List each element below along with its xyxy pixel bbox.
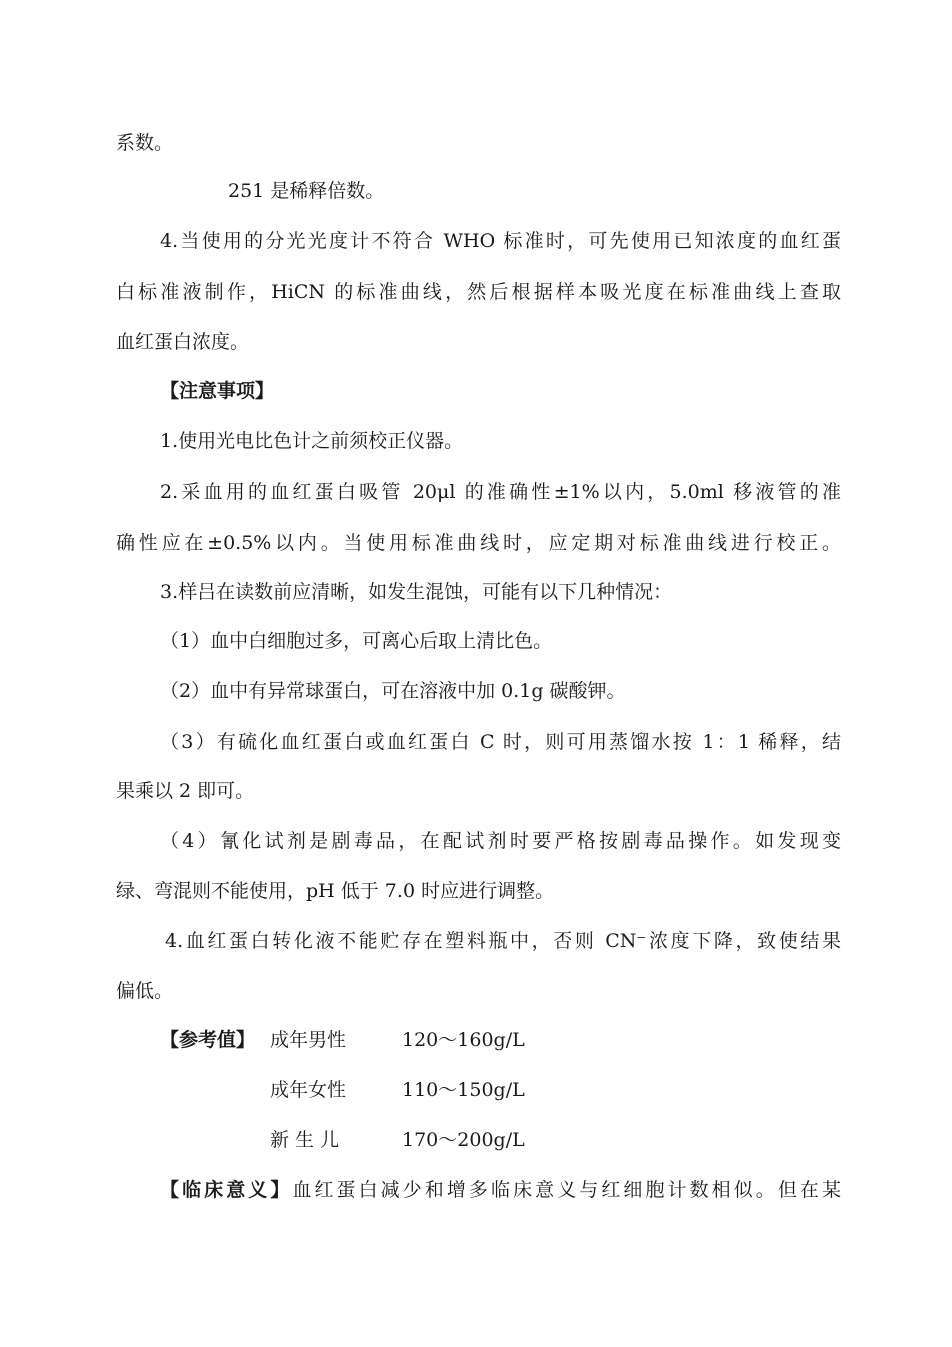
text-line: 系数。 xyxy=(116,132,174,154)
reference-value: 120～160g/L xyxy=(402,1029,525,1051)
text-line: 4.当使用的分光光度计不符合 WHO 标准时，可先使用已知浓度的血红蛋 xyxy=(160,230,841,252)
section-heading: 【注意事项】 xyxy=(160,380,275,402)
text-line: （3）有硫化血红蛋白或血红蛋白 C 时，则可用蒸馏水按 1：1 稀释，结 xyxy=(160,731,841,753)
text-line: 偏低。 xyxy=(116,980,174,1002)
text-line: 白标准液制作，HiCN 的标准曲线，然后根据样本吸光度在标准曲线上查取 xyxy=(116,281,841,303)
reference-group: 成年男性 xyxy=(270,1029,347,1051)
reference-label: 【参考值】 xyxy=(160,1029,256,1051)
reference-group: 成年女性 xyxy=(270,1079,347,1101)
text-line: 3.样吕在读数前应清晰，如发生混蚀，可能有以下几种情况： xyxy=(160,581,673,603)
text-line: 血红蛋白浓度。 xyxy=(116,331,250,353)
text-line: （1）血中白细胞过多，可离心后取上清比色。 xyxy=(160,630,553,652)
text-line: （2）血中有异常球蛋白，可在溶液中加 0.1g 碳酸钾。 xyxy=(160,680,626,702)
text-line: 2.采血用的血红蛋白吸管 20μl 的准确性±1%以内，5.0ml 移液管的准 xyxy=(160,481,841,503)
text-line: 251 是稀释倍数。 xyxy=(228,180,385,202)
text-line: 1.使用光电比色计之前须校正仪器。 xyxy=(160,430,464,452)
clinical-label: 【临床意义】 xyxy=(160,1179,293,1201)
text-line: （4）氰化试剂是剧毒品，在配试剂时要严格按剧毒品操作。如发现变 xyxy=(160,830,841,852)
text-line: 4.血红蛋白转化液不能贮存在塑料瓶中，否则 CN⁻浓度下降，致使结果 xyxy=(165,930,841,952)
reference-value: 110～150g/L xyxy=(402,1079,525,1101)
reference-value: 170～200g/L xyxy=(402,1129,525,1151)
clinical-significance xyxy=(160,1177,841,1203)
clinical-text: 血红蛋白减少和增多临床意义与红细胞计数相似。但在某 xyxy=(292,1179,841,1201)
reference-group: 新 生 儿 xyxy=(270,1129,340,1151)
text-line: 果乘以 2 即可。 xyxy=(116,780,255,802)
text-line: 确性应在±0.5%以内。当使用标准曲线时，应定期对标准曲线进行校正。 xyxy=(116,532,841,554)
text-line: 绿、弯混则不能使用，pH 低于 7.0 时应进行调整。 xyxy=(116,880,555,902)
